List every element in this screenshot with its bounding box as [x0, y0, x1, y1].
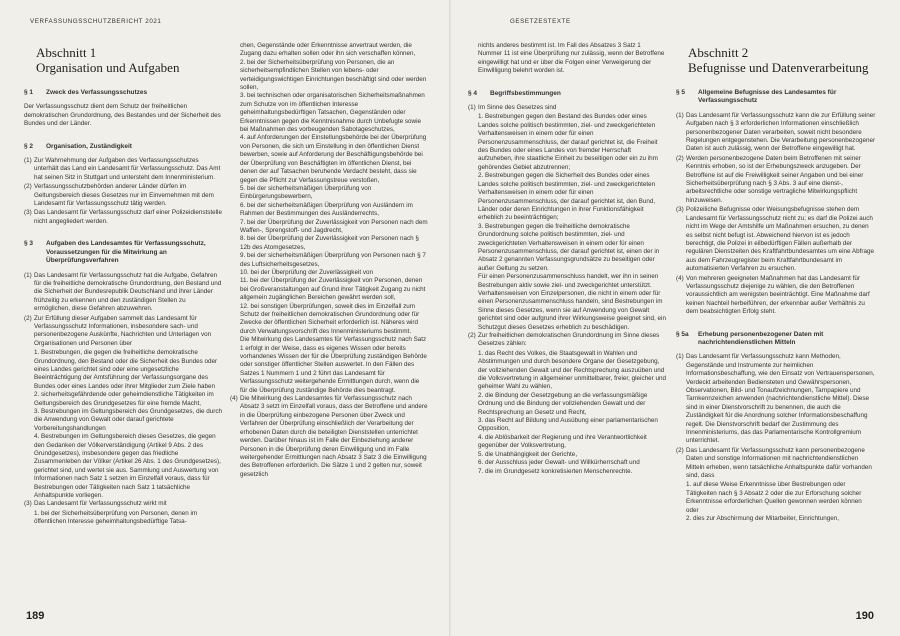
column-2: [230, 42, 428, 480]
list-item: 2. Bestrebungen gegen die Sicherheit des Bundes oder eines Landes solche politisch bestimmten, ziel- und zweckgerichteten Verhaltensweisen in einem oder für einen Personenzusammenschluss, der darauf gerichtet ist, den Bund, Länder oder deren Einrichtungen in ihrer Funktionsfähigkeit erheblich zu beeinträchtigen;: [478, 172, 656, 222]
section-heading: § 5 Allgemeine Befugnisse des Landesamtes für Verfassungsschutz: [676, 89, 837, 105]
paragraph: (1) Das Landesamt für Verfassungsschutz kann Methoden, Gegenstände und Instrumente zur heimlichen Informationsbeschaffung, wie den Einsatz von Vertrauenspersonen, Verdeckt arbeitenden Bediensteten und Gewährspersonen, Observationen, Bild- und Tonaufzeichnungen, Tarnpapiere und Tarnkennzeichen anwenden (nachrichtendienstliche Mittel). Diese sind in einer Dienstvorschrift zu benennen, die auch die Zuständigkeit für die Anordnung solcher Informationsbeschaffung regelt. Die Dienstvorschrift bedarf der Zustimmung des Innenministeriums, das das Parlamentarische Kontrollgremium unterrichtet.: [676, 353, 875, 445]
list-item: 4. Bestrebungen im Geltungsbereich dieses Gesetzes, die gegen den Gedanken der Völkerverständigung (Artikel 9 Abs. 2 des Grundgesetzes), insbesondere gegen das friedliche Zusammenleben der Völker (Artikel 26 Abs. 1 des Grundgesetzes), gerichtet sind, und wertet sie aus. Sammlung und Auswertung von Informationen nach Satz 1 setzen im Einzelfall voraus, dass für Bestrebungen oder Tätigkeiten nach Satz 1 tatsächliche Anhaltspunkte vorliegen.: [34, 433, 221, 500]
paragraph: (3) Polizeiliche Befugnisse oder Weisungsbefugnisse stehen dem Landesamt für Verfassungsschutz nicht zu; es darf die Polizei auch nicht im Wege der Amtshilfe um Maßnahmen ersuchen, zu denen es selbst nicht befugt ist. Abweichend hiervon ist es jedoch berechtigt, die Polizei in eilbedürftigen Fällen außerhalb der regulären Dienstzeiten des Kraftfahrtbundesamtes um eine Abfrage aus dem Fahrzeugregister beim Kraftfahrtbundesamt im automatisierten Verfahren zu ersuchen.: [676, 206, 874, 273]
paragraph: (2) Zur Erfüllung dieser Aufgaben sammelt das Landesamt für Verfassungsschutz Informationen, insbesondere sach- und personenbezogene Auskünfte, Nachrichten und Unterlagen von Organisationen und Personen über: [24, 314, 212, 347]
list-item: 3. Bestrebungen im Geltungsbereich des Grundgesetzes, die durch die Anwendung von Gewalt oder darauf gerichtete Vorbereitungshandlungen: [34, 408, 222, 432]
paragraph: (1) Das Landesamt für Verfassungsschutz kann die zur Erfüllung seiner Aufgaben nach § 3 erforderlichen Informationen einschließlich personenbezogener Daten verarbeiten, soweit nicht besondere Regelungen entgegenstehen. Die Verarbeitung personenbezogener Daten ist auch zulässig, wenn der Betroffene eingewilligt hat.: [676, 111, 876, 153]
paragraph: (4) Die Mitwirkung des Landesamtes für Verfassungsschutz nach Absatz 3 setzt im Einzelfall voraus, dass der Betroffene und andere in die Überprüfung einbezogene Personen über Zweck und Verfahren der Überprüfung einschließlich der Verarbeitung der erhobenen Daten durch die beteiligten Dienststellen unterrichtet werden. Darüber hinaus ist im Falle der Einbeziehung anderer Personen in die Überprüfung deren Einwilligung und im Falle weitergehender Ermittlungen nach Absatz 3 Satz 3 die Einwilligung des Betroffenen erforderlich. Die Sätze 1 und 2 gelten nur, soweit gesetzlich: [230, 395, 428, 478]
paragraph: (2) Verfassungsschutzbehörden anderer Länder dürfen im Geltungsbereich dieses Gesetzes nur im Einvernehmen mit dem Landesamt für Verfassungsschutz tätig werden.: [24, 183, 214, 208]
list-item: 1. Bestrebungen gegen den Bestand des Bundes oder eines Landes solche politisch bestimmten, ziel- und zweckgerichteten Verhaltensweisen in einem oder für einen Personenzusammenschluss, der darauf gerichtet ist, die Freiheit des Bundes oder eines Landes von fremder Herrschaft aufzuheben, ihre staatliche Einheit zu beseitigen oder ein zu ihm gehörendes Gebiet abzutrennen;: [478, 113, 658, 171]
paragraph: Für einen Personenzusammenschluss handelt, wer ihn in seinen Bestrebungen aktiv sowie ziel- und zweckgerichtet unterstützt. Verhaltensweisen von Einzelpersonen, die nicht in einem oder für einen Personenzusammenschluss handeln, sind Bestrebungen im Sinne dieses Gesetzes, wenn sie auf Anwendung von Gewalt gerichtet sind oder aufgrund ihrer Wirkungsweise geeignet sind, ein Schutzgut dieses Gesetzes erheblich zu beschädigen.: [478, 273, 666, 331]
column-1: [24, 42, 222, 527]
paragraph: (4) Von mehreren geeigneten Maßnahmen hat das Landesamt für Verfassungsschutz diejenige zu wählen, die den Betroffenen voraussichtlich am wenigsten beeinträchtigt. Eine Maßnahme darf keinen Nachteil herbeiführen, der erkennbar außer Verhältnis zu dem beabsichtigten Erfolg steht.: [676, 274, 870, 316]
list-item: 2. sicherheitsgefährdende oder geheimdienstliche Tätigkeiten im Geltungsbereich des Grundgesetzes für eine fremde Macht,: [34, 391, 214, 407]
paragraph: (1) Zur Wahrnehmung der Aufgaben des Verfassungsschutzes unterhält das Land ein Landesamt für Verfassungsschutz. Das Amt hat seinen Sitz in Stuttgart und untersteht dem Innenministerium.: [24, 157, 221, 181]
list-item: 3. Bestrebungen gegen die freiheitliche demokratische Grundordnung solche politisch bestimmten, ziel- und zweckgerichteten Verhaltensweisen in einem oder für einen Personenzusammenschluss, der darauf gerichtet ist, einen der in Absatz 2 genannten Verfassungsgrundsätze zu beseitigen oder außer Geltung zu setzen.: [478, 222, 660, 272]
list-item: 6. der Ausschluss jeder Gewalt- und Willkürherrschaft und: [478, 459, 640, 467]
page-number-left: 189: [26, 610, 45, 622]
paragraph: nichts anderes bestimmt ist. Im Fall des Absatzes 3 Satz 1 Nummer 11 ist eine Überprüfung nur zulässig, wenn der Betroffene eingewilligt hat und er über die Folgen einer Verweigerung der Einwilligung belehrt worden ist.: [478, 42, 665, 75]
list-item: 4. die Ablösbarkeit der Regierung und ihre Verantwortlichkeit gegenüber der Volksvertretung,: [478, 433, 647, 450]
list-item: 1. auf diese Weise Erkenntnisse über Bestrebungen oder Tätigkeiten nach § 3 Absatz 2 oder die zur Erforschung solcher Erkenntnisse erforderlichen Quellen gewonnen werden können oder: [686, 481, 862, 514]
section-heading: § 4 Begriffsbestimmungen: [468, 89, 561, 97]
list-item: 2. bei der Sicherheitsüberprüfung von Personen, die an sicherheitsempfindlichen Stellen von lebens- oder verteidigungswichtigen Einrichtungen beschäftigt sind oder werden sollen,: [240, 58, 427, 92]
page-spine: [449, 0, 451, 636]
list-item: 3. bei technischen oder organisatorischen Sicherheitsmaßnahmen zum Schutze von im öffentlichen Interesse geheimhaltungsbedürftigen Tatsachen, Gegenständen oder Erkenntnissen gegen die Kenntnisnahme durch Unbefugte sowie bei Maßnahmen des vorbeugenden Sabotageschutzes,: [240, 92, 425, 134]
section-heading: § 1 Zweck des Verfassungsschutzes: [24, 89, 148, 96]
chapter-title: Abschnitt 2: [688, 45, 749, 60]
paragraph: (2) Werden personenbezogene Daten beim Betroffenen mit seiner Kenntnis erhoben, so ist der Erhebungszweck anzugeben. Der Betroffene ist auf die Freiwilligkeit seiner Angaben und bei einer Sicherheitsüberprüfung nach § 3 Abs. 3 auf eine dienst-, arbeitsrechtliche oder sonstige vertragliche Mitwirkungspflicht hinzuweisen.: [676, 154, 864, 204]
chapter-subtitle: Organisation und Aufgaben: [36, 60, 180, 75]
list-item: 1. Bestrebungen, die gegen die freiheitliche demokratische Grundordnung, den Bestand oder die Sicherheit des Bundes oder eines Landes gerichtet sind oder eine ungesetzliche Beeinträchtigung der Amtsführung der Verfassungsorgane des Bundes oder eines Landes oder ihrer Mitglieder zum Ziele haben: [34, 349, 218, 390]
section-heading: § 3 Aufgaben des Landesamtes für Verfassungsschutz, Voraussetzungen für die Mitwirkung an Überprüfungsverfahren: [24, 240, 206, 265]
paragraph: (2) Das Landesamt für Verfassungsschutz kann personenbezogene Daten und sonstige Informationen mit nachrichtendienstlichen Mitteln erheben, wenn tatsächliche Anhaltspunkte dafür vorhanden sind, dass: [676, 446, 872, 480]
list-item: 7. bei der Überprüfung der Zuverlässigkeit von Personen nach dem Waffen-, Sprengstoff- und Jagdrecht,: [240, 218, 428, 234]
paragraph: (1) Das Landesamt für Verfassungsschutz hat die Aufgabe, Gefahren für die freiheitliche demokratische Grundordnung, den Bestand und die Sicherheit der Bundesrepublik Deutschland und ihrer Länder frühzeitig zu erkennen und den zuständigen Stellen zu ermöglichen, diese Gefahren abzuwehren.: [24, 271, 222, 313]
list-item: 9. bei der sicherheitsmäßigen Überprüfung von Personen nach § 7 des Luftsicherheitsgesetzes,: [240, 252, 426, 268]
paragraph: (3) Das Landesamt für Verfassungsschutz darf einer Polizeidienststelle nicht angegliedert werden.: [24, 209, 222, 225]
chapter-heading-1: [36, 45, 222, 75]
paragraph: (2) Zur freiheitlichen demokratischen Grundordnung im Sinne dieses Gesetzes zählen:: [468, 332, 660, 348]
list-item: 8. bei der Überprüfung der Zuverlässigkeit von Personen nach § 12b des Atomgesetzes,: [240, 235, 419, 251]
section-heading: § 2 Organisation, Zuständigkeit: [24, 142, 132, 150]
list-item: 10. bei der Überprüfung der Zuverlässigkeit von: [240, 268, 374, 276]
list-item: 6. bei der sicherheitsmäßigen Überprüfung von Ausländern im Rahmen der Bestimmungen des Ausländerrechts,: [240, 201, 413, 218]
list-item: 2. die Bindung der Gesetzgebung an die verfassungsmäßige Ordnung und die Bindung der vollziehenden Gewalt und der Rechtsprechung an Gesetz und Recht,: [478, 391, 648, 416]
list-item: 1. bei der Sicherheitsüberprüfung von Personen, denen im öffentlichen Interesse geheimhaltungsbedürftige Tatsa-: [34, 509, 198, 526]
chapter-title: Abschnitt 1: [36, 45, 97, 60]
list-item: 3. das Recht auf Bildung und Ausübung einer parlamentarischen Opposition,: [478, 417, 658, 433]
list-item: 4. auf Anforderungen der Einstellungsbehörde bei der Überprüfung von Personen, die sich um Einstellung in den öffentlichen Dienst bewerben, sowie auf Anforderung der Beschäftigungsbehörde bei der Überprüfung von Beschäftigten im öffentlichen Dienst, bei denen der auf Tatsachen beruhende Verdacht besteht, dass sie gegen die Pflicht zur Verfassungstreue verstoßen,: [240, 134, 427, 184]
column-3: [468, 42, 666, 476]
list-item: 12. bei sonstigen Überprüfungen, soweit dies im Einzelfall zum Schutz der freiheitlichen demokratischen Grundordnung oder für Zwecke der öffentlichen Sicherheit erforderlich ist. Näheres wird durch Verwaltungsvorschrift des Innenministeriums bestimmt.: [240, 302, 420, 335]
paragraph: Der Verfassungsschutz dient dem Schutz der freiheitlichen demokratischen Grundordnung, des Bestandes und der Sicherheit des Bundes und der Länder.: [24, 103, 221, 128]
chapter-subtitle: Befugnisse und Datenverarbeitung: [688, 60, 869, 75]
page-number-right: 190: [855, 610, 874, 622]
list-item: 1. das Recht des Volkes, die Staatsgewalt in Wahlen und Abstimmungen und durch besondere Organe der Gesetzgebung, der vollziehenden Gewalt und der Rechtsprechung auszuüben und die Volksvertretung in allgemeiner unmittelbarer, freier, gleicher und geheimer Wahl zu wählen,: [478, 349, 666, 391]
list-item: 11. bei der Überprüfung der Zuverlässigkeit von Personen, denen bei Großveranstaltungen auf Grund ihrer Tätigkeit Zugang zu nicht allgemein zugänglichen Bereichen gewährt werden soll,: [240, 277, 426, 302]
column-4: [676, 42, 876, 524]
paragraph: (1) Im Sinne des Gesetzes sind: [468, 104, 557, 112]
running-head-left: VERFASSUNGSSCHUTZBERICHT 2021: [30, 18, 162, 25]
section-heading: § 5a Erhebung personenbezogener Daten mit nachrichtendienstlichen Mitteln: [676, 330, 824, 346]
paragraph: (3) Das Landesamt für Verfassungsschutz wirkt mit: [24, 500, 167, 508]
running-head-right: GESETZESTEXTE: [510, 18, 571, 25]
list-item: 7. die im Grundgesetz konkretisierten Menschenrechte.: [478, 467, 633, 475]
paragraph: Die Mitwirkung des Landesamtes für Verfassungsschutz nach Satz 1 erfolgt in der Weise, dass es eigenes Wissen oder bereits vorhandenes Wissen der für die Überprüfung zuständigen Behörde oder sonstiger öffentlicher Stellen auswertet. In den Fällen des Satzes 1 Nummern 1 und 2 führt das Landesamt für Verfassungsschutz weitergehende Ermittlungen durch, wenn die für die Überprüfung zuständige Behörde dies beantragt.: [240, 336, 427, 394]
list-item: 5. bei der sicherheitsmäßigen Überprüfung von Einbürgerungsbewerbern,: [240, 184, 372, 201]
list-item: chen, Gegenstände oder Erkenntnisse anvertraut werden, die Zugang dazu erhalten sollen oder ihn sich verschaffen können,: [240, 42, 416, 58]
list-item: 5. die Unabhängigkeit der Gerichte,: [478, 450, 578, 458]
chapter-heading-2: [688, 45, 876, 75]
list-item: 2. dies zur Abschirmung der Mitarbeiter, Einrichtungen,: [686, 515, 839, 523]
